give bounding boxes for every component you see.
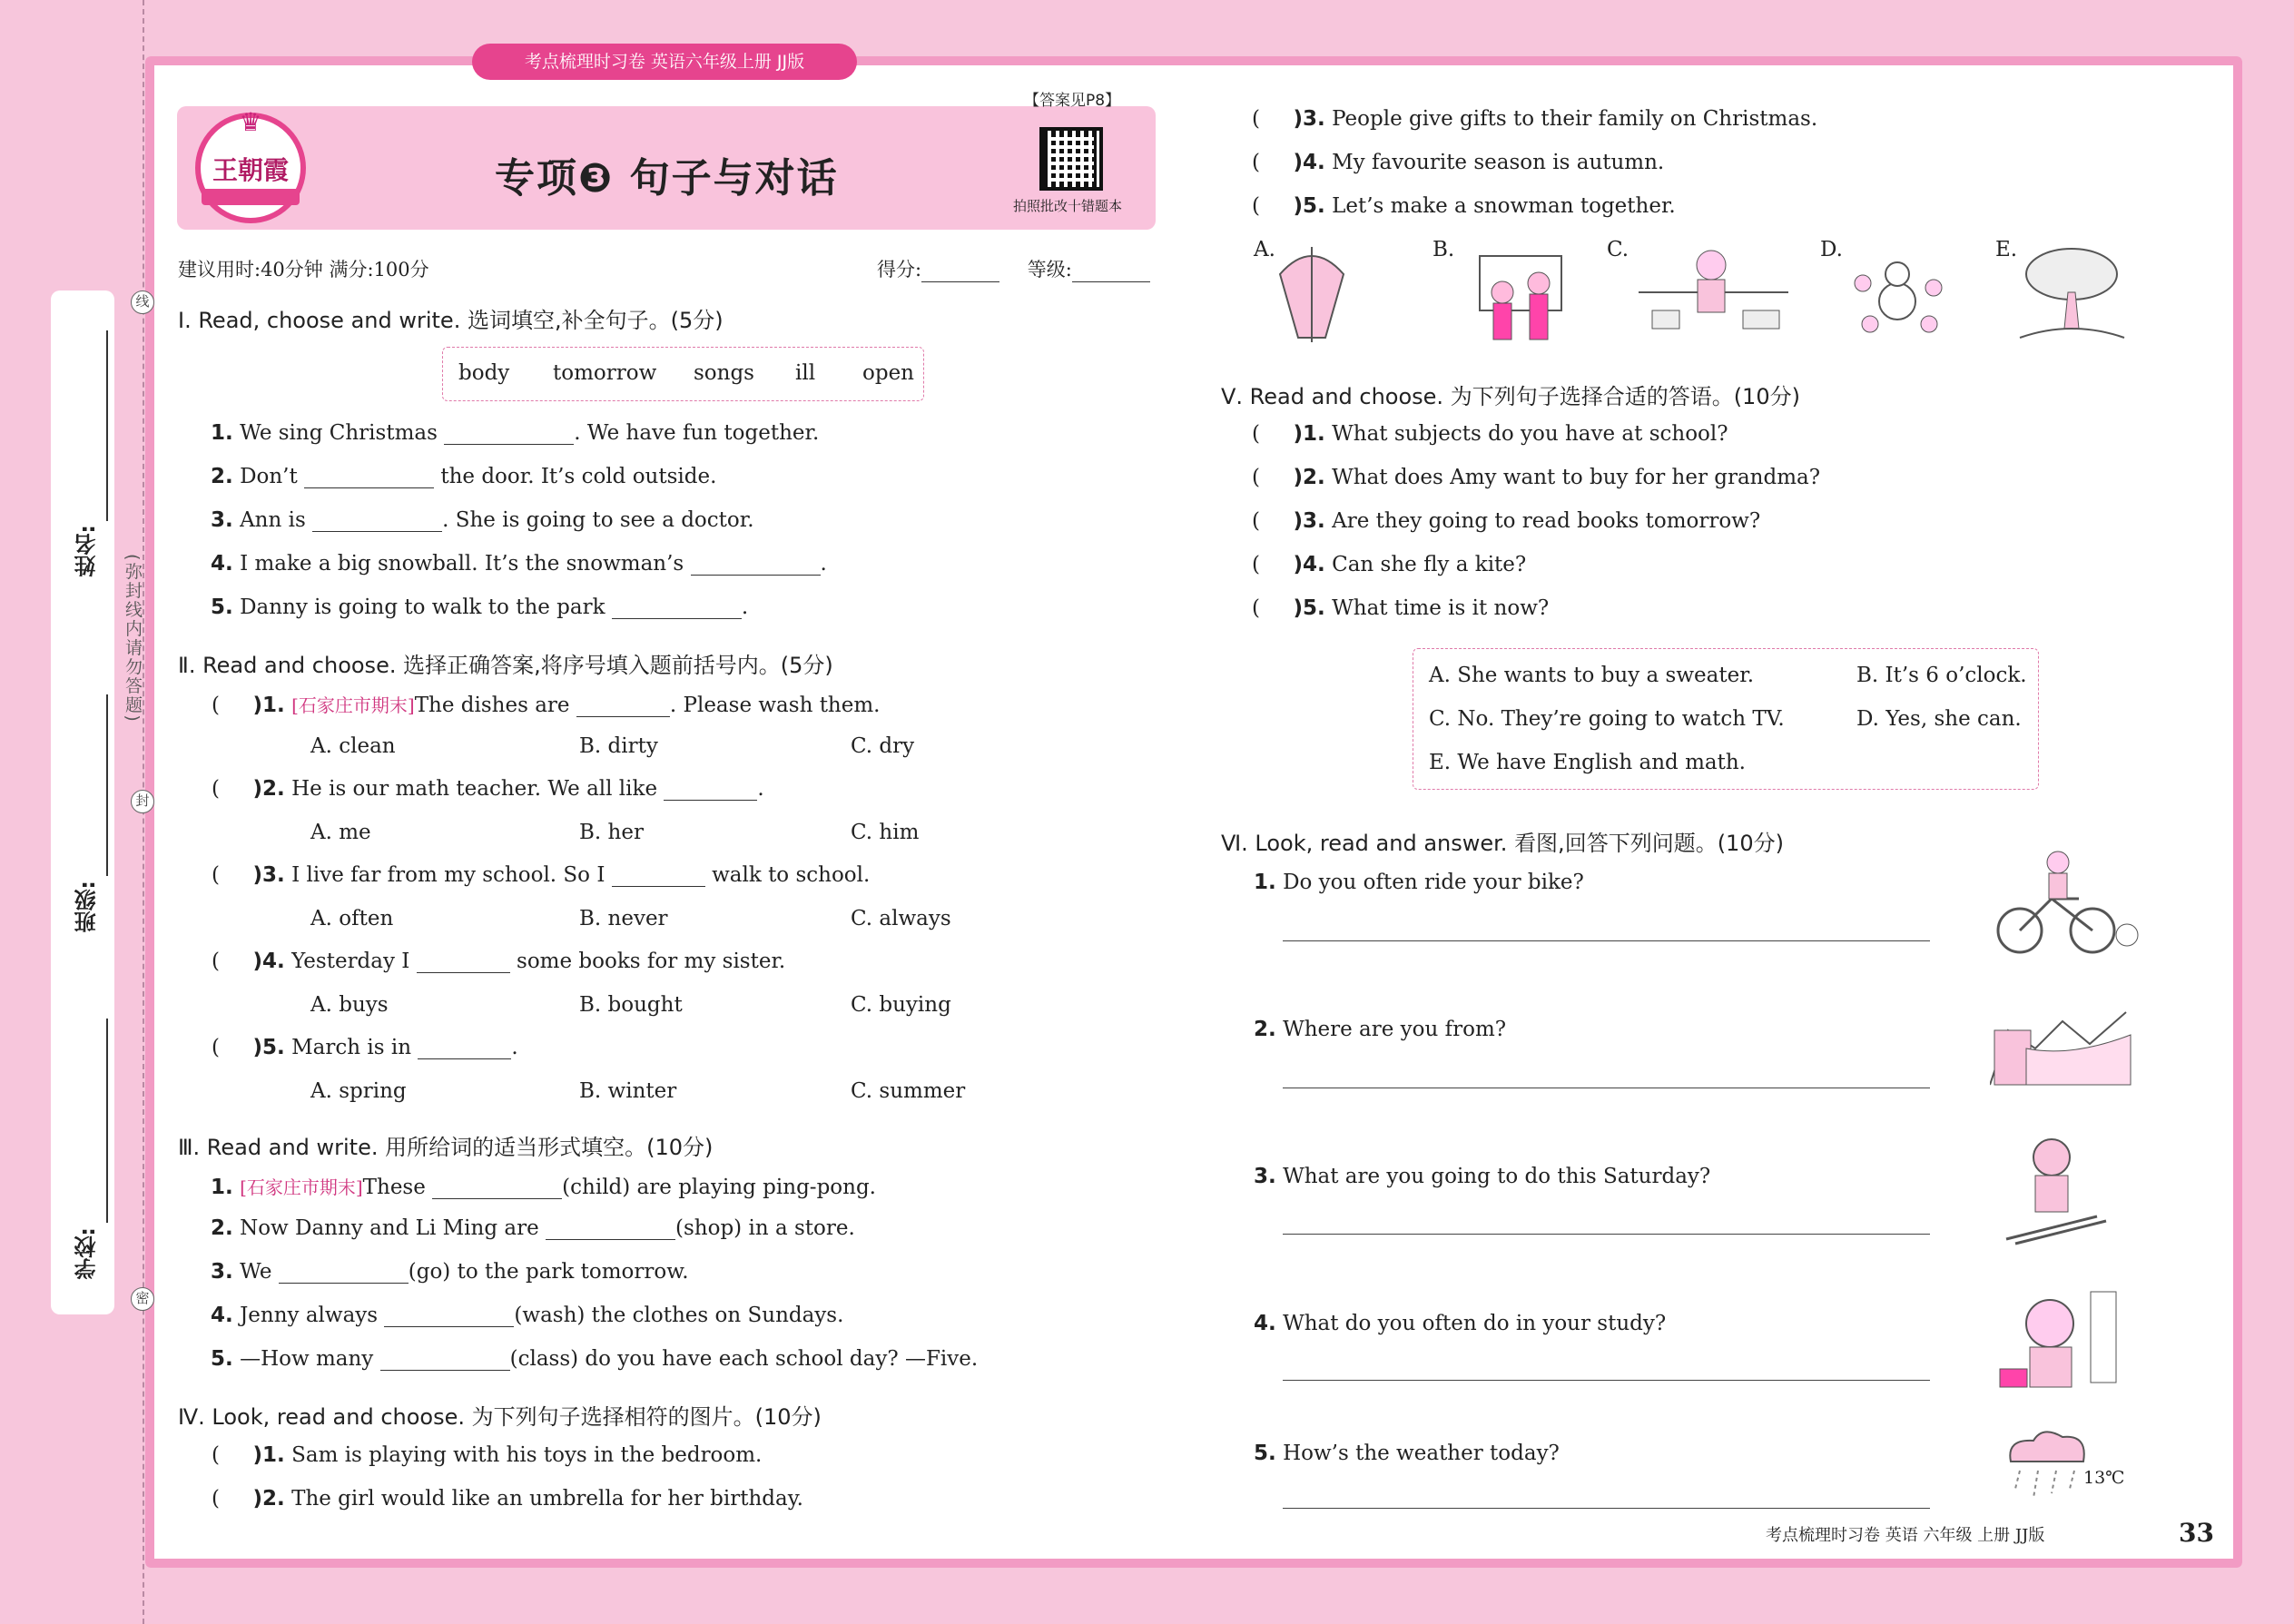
boy-with-toys-picture-icon: [1634, 238, 1793, 347]
s2-question: ( )3. I live far from my school. So I walk to school.: [212, 863, 871, 887]
crown-icon: ♛: [239, 107, 262, 137]
answer-options-box: [1413, 648, 2039, 790]
picture-label-b: B.: [1433, 238, 1455, 261]
qr-caption: 拍照批改十错题本: [1013, 198, 1123, 214]
s5-question: ( )5. What time is it now?: [1252, 596, 1550, 620]
s2-question: ( )2. He is our math teacher. We all like .: [212, 777, 764, 801]
answer-blank[interactable]: [664, 781, 757, 801]
seal-char-line: 线: [131, 290, 154, 314]
name-label: 姓名:: [74, 525, 100, 577]
s5-question: ( )1. What subjects do you have at school?: [1252, 422, 1728, 446]
s6-question: 1. Do you often ride your bike?: [1254, 871, 1584, 894]
answer-option: A. She wants to buy a sweater.: [1429, 664, 1755, 687]
s2-option[interactable]: C. dry: [851, 734, 915, 758]
s2-option[interactable]: C. him: [851, 821, 920, 844]
answer-line[interactable]: [1283, 940, 1930, 941]
answer-blank[interactable]: [612, 599, 742, 619]
page-number: 33: [2179, 1518, 2214, 1548]
answer-blank[interactable]: [304, 468, 434, 488]
word-bank: [442, 347, 924, 401]
gift-giving-picture-icon: [1471, 238, 1570, 347]
umbrella-picture-icon: [1262, 238, 1362, 347]
s3-question: 4. Jenny always (wash) the clothes on Sundays.: [211, 1304, 844, 1327]
s1-question: 5. Danny is going to walk to the park .: [211, 595, 749, 619]
boy-reading-icon: [1995, 1287, 2122, 1396]
s1-question: 4. I make a big snowball. It’s the snowman’s .: [211, 552, 827, 576]
brand-logo-text: 王朝霞: [212, 155, 289, 185]
section-5-heading: Ⅴ. Read and choose. 为下列句子选择合适的答语。(10分): [1221, 384, 1800, 409]
s2-option[interactable]: C. always: [851, 907, 951, 930]
picture-label-c: C.: [1607, 238, 1629, 261]
s2-question: ( )5. March is in .: [212, 1036, 518, 1059]
answer-blank[interactable]: [576, 697, 670, 717]
s6-question: 5. How’s the weather today?: [1254, 1442, 1560, 1465]
s5-question: ( )4. Can she fly a kite?: [1252, 553, 1527, 576]
answer-blank[interactable]: [380, 1351, 510, 1371]
answer-line[interactable]: [1283, 1380, 1930, 1381]
class-field[interactable]: [106, 694, 108, 876]
logo-band: [202, 189, 300, 205]
children-snowman-picture-icon: [1843, 238, 1952, 347]
school-field[interactable]: [106, 1019, 108, 1223]
seal-note: (弥封线内请勿答题): [123, 554, 143, 723]
answer-blank[interactable]: [312, 512, 442, 532]
answer-blank[interactable]: [417, 953, 510, 973]
answer-blank[interactable]: [691, 556, 821, 576]
answer-option: E. We have English and math.: [1429, 751, 1746, 774]
s2-question: ( )4. Yesterday I some books for my sister.: [212, 950, 786, 973]
s2-option[interactable]: A. buys: [310, 993, 389, 1017]
s1-question: 2. Don’t the door. It’s cold outside.: [211, 465, 717, 488]
girl-skiing-icon: [1997, 1135, 2124, 1253]
s2-option[interactable]: C. buying: [851, 993, 951, 1017]
page-footer: 考点梳理时习卷 英语 六年级 上册 JJ版: [1766, 1526, 2045, 1545]
s3-question: 3. We (go) to the park tomorrow.: [211, 1260, 689, 1284]
s3-question: 2. Now Danny and Li Ming are (shop) in a store.: [211, 1216, 855, 1240]
s4-question: ( )2. The girl would like an umbrella for her birthday.: [212, 1487, 803, 1511]
s2-option[interactable]: B. winter: [579, 1079, 677, 1103]
series-banner: 考点梳理时习卷 英语六年级上册 JJ版: [472, 44, 857, 80]
score-label: 得分:: [877, 259, 922, 281]
answer-option: B. It’s 6 o’clock.: [1856, 664, 2027, 687]
score-grade-fields: [877, 255, 1150, 282]
student-info-strip: [51, 290, 114, 1314]
section-1-heading: Ⅰ. Read, choose and write. 选词填空,补全句子。(5分): [178, 308, 724, 333]
s6-question: 4. What do you often do in your study?: [1254, 1312, 1667, 1335]
answer-blank[interactable]: [279, 1264, 409, 1284]
answer-option: C. No. They’re going to watch TV.: [1429, 707, 1785, 731]
grade-blank[interactable]: [1072, 264, 1150, 282]
s2-option[interactable]: C. summer: [851, 1079, 966, 1103]
school-label: 学校:: [74, 1227, 100, 1280]
seal-char-seal: 封: [131, 790, 154, 813]
s2-option[interactable]: B. her: [579, 821, 644, 844]
s3-question: 1. [石家庄市期末]These (child) are playing ping-pong.: [211, 1176, 876, 1199]
answer-blank[interactable]: [546, 1220, 675, 1240]
girl-riding-bike-icon: [1993, 844, 2142, 958]
class-label: 班级:: [74, 881, 100, 933]
section-6-heading: Ⅵ. Look, read and answer. 看图,回答下列问题。(10分): [1221, 831, 1784, 856]
picture-label-d: D.: [1820, 238, 1843, 261]
answer-blank[interactable]: [384, 1307, 514, 1327]
word-bank-item: tomorrow: [553, 361, 657, 385]
picture-label-e: E.: [1995, 238, 2018, 261]
section-4-heading: Ⅳ. Look, read and choose. 为下列句子选择相符的图片。(10分): [178, 1404, 822, 1430]
answer-blank[interactable]: [418, 1039, 511, 1059]
answer-blank[interactable]: [612, 867, 705, 887]
answer-blank[interactable]: [432, 1179, 562, 1199]
qr-code-pattern: [1049, 136, 1094, 182]
s1-question: 1. We sing Christmas . We have fun together.: [211, 421, 820, 445]
picture-label-a: A.: [1254, 238, 1275, 261]
score-blank[interactable]: [921, 264, 999, 282]
word-bank-item: open: [862, 361, 914, 385]
s2-option[interactable]: A. spring: [310, 1079, 407, 1103]
s4-question: ( )3. People give gifts to their family on Christmas.: [1252, 107, 1818, 131]
answer-blank[interactable]: [444, 425, 574, 445]
temperature-label: 13℃: [2083, 1468, 2125, 1488]
s2-option[interactable]: A. clean: [310, 734, 396, 758]
page-title: 专项❸ 句子与对话: [495, 155, 839, 202]
s2-option[interactable]: B. never: [579, 907, 668, 930]
section-2-heading: Ⅱ. Read and choose. 选择正确答案,将序号填入题前括号内。(5分): [178, 653, 833, 678]
s2-option[interactable]: B. dirty: [579, 734, 658, 758]
s4-question: ( )4. My favourite season is autumn.: [1252, 151, 1665, 174]
s2-question: ( )1. [石家庄市期末]The dishes are . Please wash them.: [212, 694, 881, 717]
s1-question: 3. Ann is . She is going to see a doctor.: [211, 508, 754, 532]
time-and-score-info: 建议用时:40分钟 满分:100分: [178, 259, 429, 281]
s2-option[interactable]: A. often: [310, 907, 394, 930]
s5-question: ( )2. What does Amy want to buy for her grandma?: [1252, 466, 1821, 489]
s6-question: 2. Where are you from?: [1254, 1018, 1507, 1041]
s2-option[interactable]: B. bought: [579, 993, 683, 1017]
s4-question: ( )1. Sam is playing with his toys in the bedroom.: [212, 1443, 763, 1467]
grade-label: 等级:: [1027, 259, 1072, 281]
name-field[interactable]: [106, 330, 108, 521]
answer-option: D. Yes, she can.: [1856, 707, 2022, 731]
answer-line[interactable]: [1283, 1508, 1930, 1509]
word-bank-item: body: [458, 361, 510, 385]
s6-question: 3. What are you going to do this Saturday?: [1254, 1165, 1711, 1188]
seal-char-close: 密: [131, 1287, 154, 1311]
rain-cloud-icon: [1997, 1421, 2097, 1511]
word-bank-item: ill: [795, 361, 816, 385]
word-bank-item: songs: [694, 361, 754, 385]
great-wall-icon: [1990, 994, 2135, 1094]
section-3-heading: Ⅲ. Read and write. 用所给词的适当形式填空。(10分): [178, 1135, 714, 1160]
s5-question: ( )3. Are they going to read books tomorrow?: [1252, 509, 1761, 533]
autumn-tree-picture-icon: [2015, 238, 2129, 347]
answer-line[interactable]: [1283, 1234, 1930, 1235]
s2-option[interactable]: A. me: [310, 821, 371, 844]
answer-reference: 【答案见P8】: [1024, 92, 1121, 110]
s3-question: 5. —How many (class) do you have each school day? —Five.: [211, 1347, 979, 1371]
s4-question: ( )5. Let’s make a snowman together.: [1252, 194, 1676, 218]
